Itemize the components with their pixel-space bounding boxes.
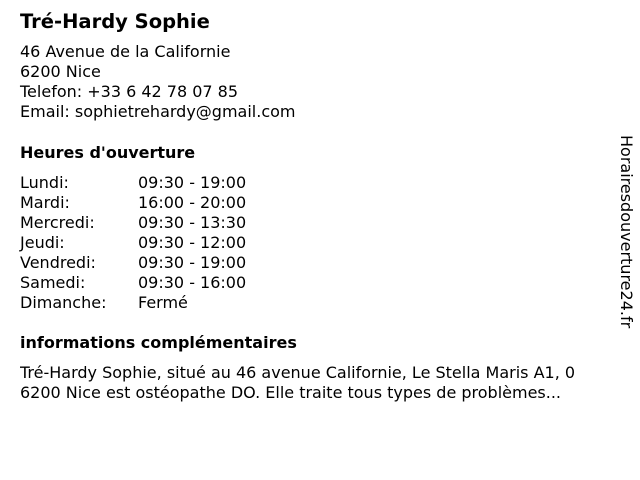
phone-line: Telefon: +33 6 42 78 07 85 (20, 82, 239, 101)
day-label: Mercredi: (20, 213, 95, 232)
business-card (20, 8, 620, 403)
hours-row-mercredi (20, 213, 620, 233)
opening-hours-list (20, 173, 620, 313)
day-label: Mardi: (20, 193, 70, 212)
time-range: 16:00 - 20:00 (138, 193, 247, 212)
additional-info-heading: informations complémentaires (20, 333, 297, 352)
site-watermark: Horairesdouverture24.fr (617, 135, 636, 329)
address-street: 46 Avenue de la Californie (20, 42, 231, 61)
time-range: 09:30 - 16:00 (138, 273, 247, 292)
time-range: 09:30 - 19:00 (138, 253, 247, 272)
day-label: Vendredi: (20, 253, 96, 272)
info-line-1: Tré-Hardy Sophie, situé au 46 avenue Californie, Le Stella Maris A1, 0 (20, 363, 576, 382)
day-label: Lundi: (20, 173, 69, 192)
hours-row-mardi (20, 193, 620, 213)
hours-row-vendredi (20, 253, 620, 273)
contact-block (20, 42, 620, 122)
time-range: 09:30 - 19:00 (138, 173, 247, 192)
time-range: 09:30 - 13:30 (138, 213, 247, 232)
hours-row-lundi (20, 173, 620, 193)
hours-row-jeudi (20, 233, 620, 253)
time-range: Fermé (138, 293, 188, 312)
additional-info-text (20, 363, 630, 403)
opening-hours-heading: Heures d'ouverture (20, 143, 196, 162)
day-label: Samedi: (20, 273, 86, 292)
time-range: 09:30 - 12:00 (138, 233, 247, 252)
hours-row-samedi (20, 273, 620, 293)
business-name: Tré-Hardy Sophie (20, 10, 210, 33)
email-line: Email: sophietrehardy@gmail.com (20, 102, 296, 121)
day-label: Dimanche: (20, 293, 107, 312)
day-label: Jeudi: (20, 233, 65, 252)
address-city: 6200 Nice (20, 62, 101, 81)
info-line-2: 6200 Nice est ostéopathe DO. Elle traite tous types de problèmes... (20, 383, 562, 402)
hours-row-dimanche (20, 293, 620, 313)
